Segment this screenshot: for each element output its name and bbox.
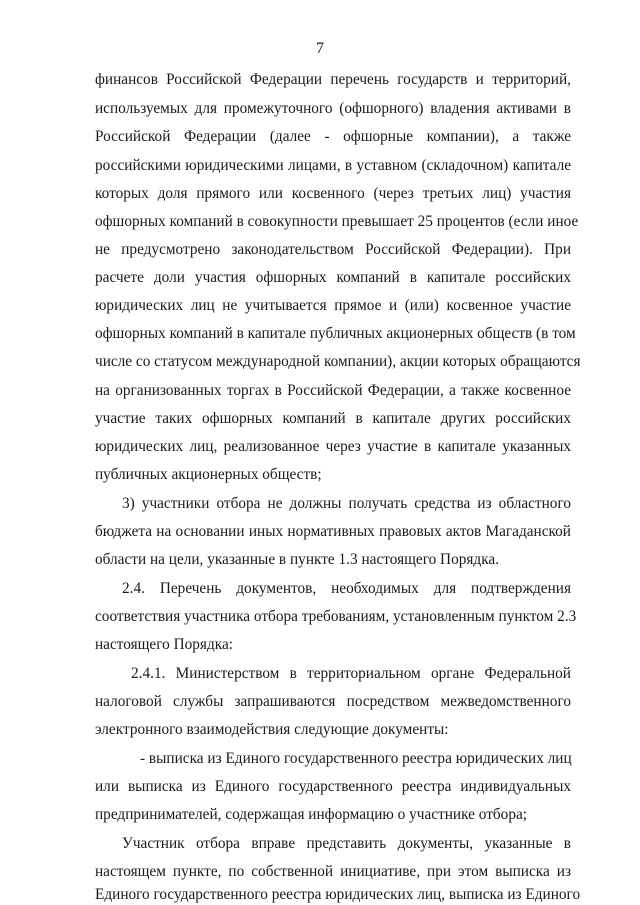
- text-line: Участник отбора вправе представить документы, указанные в: [122, 835, 571, 852]
- text-line: Единого государственного реестра юридических лиц, выписка из Единого: [95, 886, 581, 903]
- text-line: Российской Федерации (далее - офшорные компании), а также: [95, 128, 571, 145]
- text-line: офшорных компаний в капитале публичных акционерных обществ (в том: [95, 325, 576, 342]
- text-line: расчете доли участия офшорных компаний в капитале российских: [95, 269, 571, 286]
- text-line: юридических лиц, реализованное через участие в капитале указанных: [95, 438, 571, 455]
- page-number: 7: [316, 40, 324, 57]
- text-line: которых доля прямого или косвенного (через третьих лиц) участия: [95, 185, 571, 202]
- text-line: соответствия участника отбора требованиям, установленным пунктом 2.3: [95, 608, 577, 625]
- text-line: бюджета на основании иных нормативных правовых актов Магаданской: [95, 523, 571, 540]
- text-line: - выписка из Единого государственного реестра юридических лиц: [140, 750, 572, 767]
- text-line: не предусмотрено законодательством Российской Федерации). При: [95, 241, 571, 258]
- text-line: финансов Российской Федерации перечень государств и территорий,: [95, 71, 571, 88]
- text-line: на организованных торгах в Российской Федерации, а также косвенное: [95, 382, 571, 399]
- text-line: участие таких офшорных компаний в капитале других российских: [95, 410, 571, 427]
- text-line: числе со статусом международной компании), акции которых обращаются: [95, 353, 581, 370]
- text-line: настоящем пункте, по собственной инициативе, при этом выписка из: [95, 863, 571, 880]
- text-line: электронного взаимодействия следующие документы:: [95, 721, 449, 738]
- text-line: публичных акционерных обществ;: [95, 466, 322, 483]
- text-line: 2.4.1. Министерством в территориальном органе Федеральной: [131, 665, 571, 682]
- text-line: 2.4. Перечень документов, необходимых для подтверждения: [122, 580, 571, 597]
- text-line: настоящего Порядка:: [95, 636, 233, 653]
- text-line: юридических лиц не учитывается прямое и (или) косвенное участие: [95, 297, 571, 314]
- text-line: предпринимателей, содержащая информацию о участнике отбора;: [95, 806, 528, 823]
- text-line: офшорных компаний в совокупности превышает 25 процентов (если иное: [95, 213, 579, 230]
- text-line: налоговой службы запрашиваются посредством межведомственного: [95, 693, 571, 710]
- text-line: российскими юридическими лицами, в уставном (складочном) капитале: [95, 157, 571, 174]
- text-line: используемых для промежуточного (офшорного) владения активами в: [95, 100, 571, 117]
- text-line: области на цели, указанные в пункте 1.3 настоящего Порядка.: [95, 551, 500, 568]
- text-line: 3) участники отбора не должны получать средства из областного: [122, 495, 571, 512]
- text-line: или выписка из Единого государственного реестра индивидуальных: [95, 778, 571, 795]
